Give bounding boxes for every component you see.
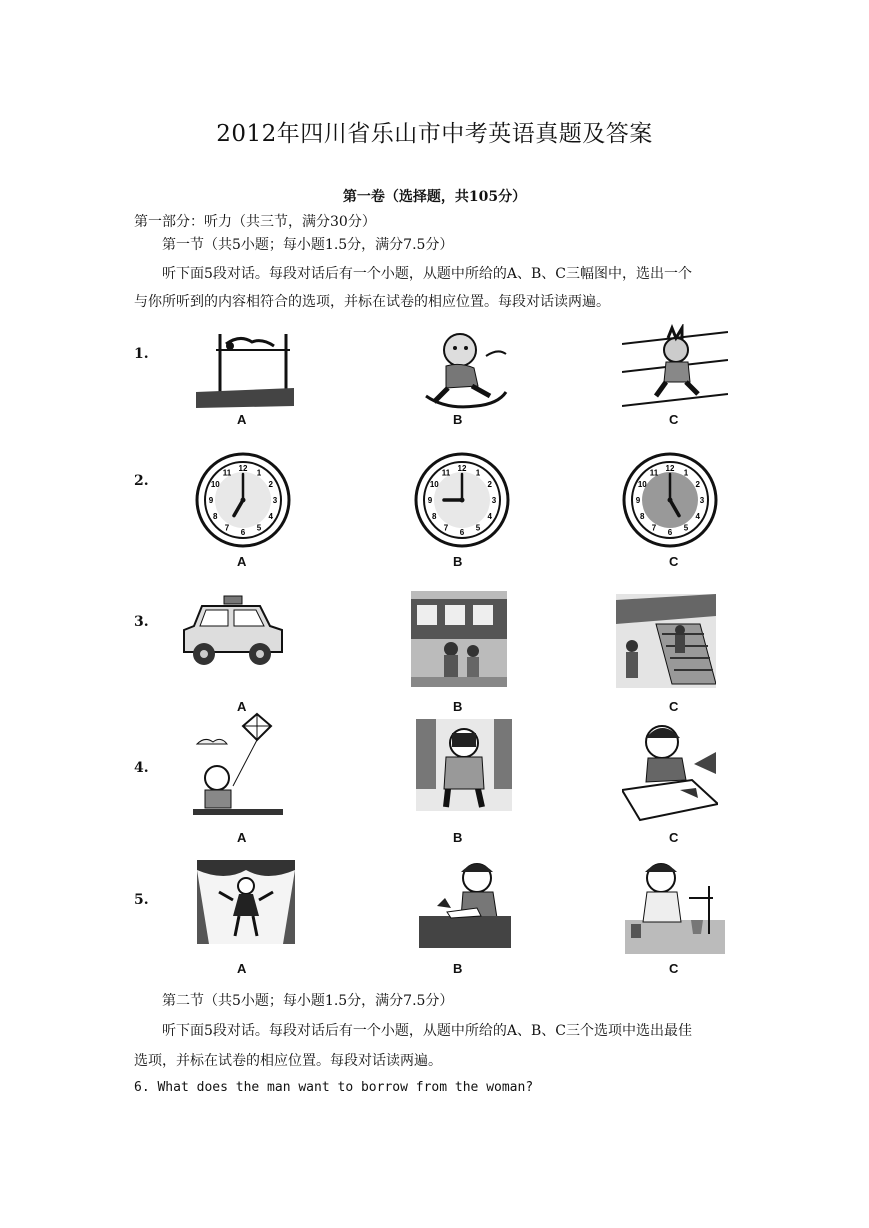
clock-numeral: 12 [665,464,675,473]
clock-numeral: 11 [649,468,659,478]
clock-numeral: 5 [683,523,689,533]
clock-numeral: 7 [651,523,657,533]
section2-heading: 第二节（共5小题；每小题1.5分，满分7.5分） [162,993,454,1009]
train-picture [411,591,507,687]
clock-picture-b [413,451,511,549]
plane-picture [616,594,716,688]
clock-center [668,498,673,503]
clock-numeral: 6 [667,528,673,537]
option-label: C [669,830,679,845]
option-label: A [237,830,247,845]
option-label: C [669,412,679,427]
clock-numeral: 1 [683,468,689,478]
clock-numeral: 1 [475,468,481,478]
part-heading: 第一部分：听力（共三节，满分30分） [134,214,376,230]
taxi-picture [180,594,286,674]
reading-at-desk-picture [417,858,513,950]
boy-running-picture [416,326,512,410]
clock-numeral: 3 [491,496,497,505]
clock-numeral: 11 [441,468,451,478]
clock-numeral: 10 [637,480,647,489]
option-label: B [453,830,463,845]
clock-numeral: 11 [222,468,232,478]
option-label: A [237,961,247,976]
clock-numeral: 12 [238,464,248,473]
section2-instruction-line2: 选项，并标在试卷的相应位置。每段对话读两遍。 [134,1053,442,1069]
clock-numeral: 8 [432,512,437,521]
option-label: A [237,699,247,714]
section2-instruction-line1: 听下面5段对话。每段对话后有一个小题，从题中所给的A、B、C三个选项中选出最佳 [162,1023,693,1039]
clock-picture-a [194,451,292,549]
option-label: B [453,554,463,569]
clock-numeral: 9 [635,496,641,505]
option-label: B [453,961,463,976]
page-title: 2012年四川省乐山市中考英语真题及答案 [216,121,653,147]
clock-picture-c [621,451,719,549]
clock-numeral: 3 [272,496,278,505]
clock-numeral: 4 [487,512,492,521]
clock-numeral: 2 [695,480,700,489]
clock-numeral: 8 [640,512,645,521]
section1-heading: 第一节（共5小题；每小题1.5分，满分7.5分） [162,237,454,253]
question-number: 4. [134,760,149,776]
volume-title: 第一卷（选择题，共105分） [342,189,527,205]
drawing-picture [622,718,718,822]
clock-numeral: 2 [487,480,492,489]
section1-instruction-line2: 与你所听到的内容相符合的选项，并标在试卷的相应位置。每段对话读两遍。 [134,294,610,310]
section1-instruction-line1: 听下面5段对话。每段对话后有一个小题，从题中所给的A、B、C三幅图中，选出一个 [162,266,693,282]
clock-numeral: 4 [268,512,273,521]
clock-numeral: 5 [475,523,481,533]
clock-numeral: 7 [224,523,230,533]
taking-photos-picture [416,719,512,811]
option-label: A [237,554,247,569]
clock-numeral: 1 [256,468,262,478]
option-label: B [453,699,463,714]
question-number: 5. [134,892,149,908]
clock-numeral: 9 [208,496,214,505]
clock-numeral: 7 [443,523,449,533]
high-jump-picture [190,328,300,410]
clock-numeral: 5 [256,523,262,533]
clock-center [460,498,465,503]
clock-numeral: 6 [240,528,246,537]
dancing-on-stage-picture [197,860,295,944]
option-label: C [669,554,679,569]
doing-experiment-picture [625,858,725,954]
flying-kite-picture [193,712,283,818]
clock-numeral: 10 [429,480,439,489]
option-label: C [669,699,679,714]
clock-numeral: 4 [695,512,700,521]
question-number: 2. [134,473,149,489]
clock-numeral: 9 [427,496,433,505]
option-label: A [237,412,247,427]
question-6: 6. What does the man want to borrow from the woman? [134,1080,534,1095]
question-number: 3. [134,614,149,630]
clock-numeral: 2 [268,480,273,489]
clock-numeral: 3 [699,496,705,505]
question-number: 1. [134,346,149,362]
clock-numeral: 12 [457,464,467,473]
clock-numeral: 8 [213,512,218,521]
clock-center [241,498,246,503]
boy-running-track-picture [622,324,728,412]
option-label: B [453,412,463,427]
clock-numeral: 10 [210,480,220,489]
clock-numeral: 6 [459,528,465,537]
option-label: C [669,961,679,976]
